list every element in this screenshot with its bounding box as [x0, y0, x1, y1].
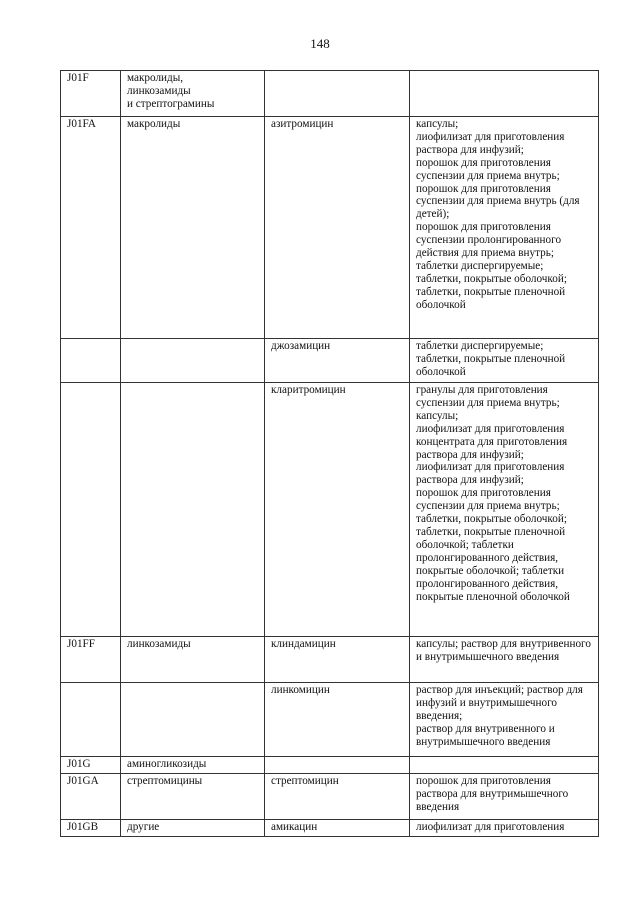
group-cell: макролиды, линкозамиды и стрептограмины [121, 71, 265, 117]
group-cell [121, 383, 265, 637]
atc-code-cell [61, 683, 121, 757]
table-row [61, 820, 599, 837]
dosage-form-cell: порошок для приготовления раствора для внутримышечного введения [410, 774, 599, 820]
atc-code-cell: J01GB [61, 820, 121, 837]
table-row [61, 637, 599, 683]
dosage-form-cell [410, 71, 599, 117]
dosage-form-cell: лиофилизат для приготовления [410, 820, 599, 837]
table-row [61, 339, 599, 383]
table-row [61, 71, 599, 117]
drug-name-cell: клиндамицин [265, 637, 410, 683]
group-cell [121, 683, 265, 757]
atc-code-cell: J01G [61, 757, 121, 774]
group-cell: линкозамиды [121, 637, 265, 683]
atc-code-cell: J01FA [61, 117, 121, 339]
dosage-form-cell: капсулы; лиофилизат для приготовления раствора для инфузий; порошок для приготовления суспензии для приема внутрь; порошок для приготовления суспензии для приема внутрь (для детей); порошок для приготовления суспензии пролонгированного действия для приема внутрь; таблетки диспергируемые; таблетки, покрытые оболочкой; таблетки, покрытые пленочной оболочкой [410, 117, 599, 339]
drug-name-cell: амикацин [265, 820, 410, 837]
table-row [61, 117, 599, 339]
dosage-form-cell: таблетки диспергируемые; таблетки, покрытые пленочной оболочкой [410, 339, 599, 383]
table-row [61, 683, 599, 757]
medicines-table [60, 70, 599, 837]
drug-name-cell: линкомицин [265, 683, 410, 757]
drug-name-cell [265, 757, 410, 774]
dosage-form-cell: гранулы для приготовления суспензии для приема внутрь; капсулы; лиофилизат для приготовления концентрата для приготовления раствора для инфузий; лиофилизат для приготовления раствора для инфузий; порошок для приготовления суспензии для приема внутрь; таблетки, покрытые оболочкой; таблетки, покрытые пленочной оболочкой; таблетки пролонгированного действия, покрытые оболочкой; таблетки пролонгированного действия, покрытые пленочной оболочкой [410, 383, 599, 637]
drug-name-cell: азитромицин [265, 117, 410, 339]
dosage-form-cell [410, 757, 599, 774]
drug-name-cell: джозамицин [265, 339, 410, 383]
group-cell: стрептомицины [121, 774, 265, 820]
group-cell: макролиды [121, 117, 265, 339]
drug-name-cell [265, 71, 410, 117]
drug-name-cell: кларитромицин [265, 383, 410, 637]
atc-code-cell: J01FF [61, 637, 121, 683]
atc-code-cell [61, 383, 121, 637]
group-cell [121, 339, 265, 383]
dosage-form-cell: раствор для инъекций; раствор для инфузий и внутримышечного введения; раствор для внутривенного и внутримышечного введения [410, 683, 599, 757]
drug-name-cell: стрептомицин [265, 774, 410, 820]
dosage-form-cell: капсулы; раствор для внутривенного и внутримышечного введения [410, 637, 599, 683]
atc-code-cell [61, 339, 121, 383]
group-cell: другие [121, 820, 265, 837]
table-row [61, 757, 599, 774]
atc-code-cell: J01F [61, 71, 121, 117]
atc-code-cell: J01GA [61, 774, 121, 820]
table-row [61, 383, 599, 637]
table-row [61, 774, 599, 820]
page-number: 148 [310, 36, 330, 51]
group-cell: аминогликозиды [121, 757, 265, 774]
